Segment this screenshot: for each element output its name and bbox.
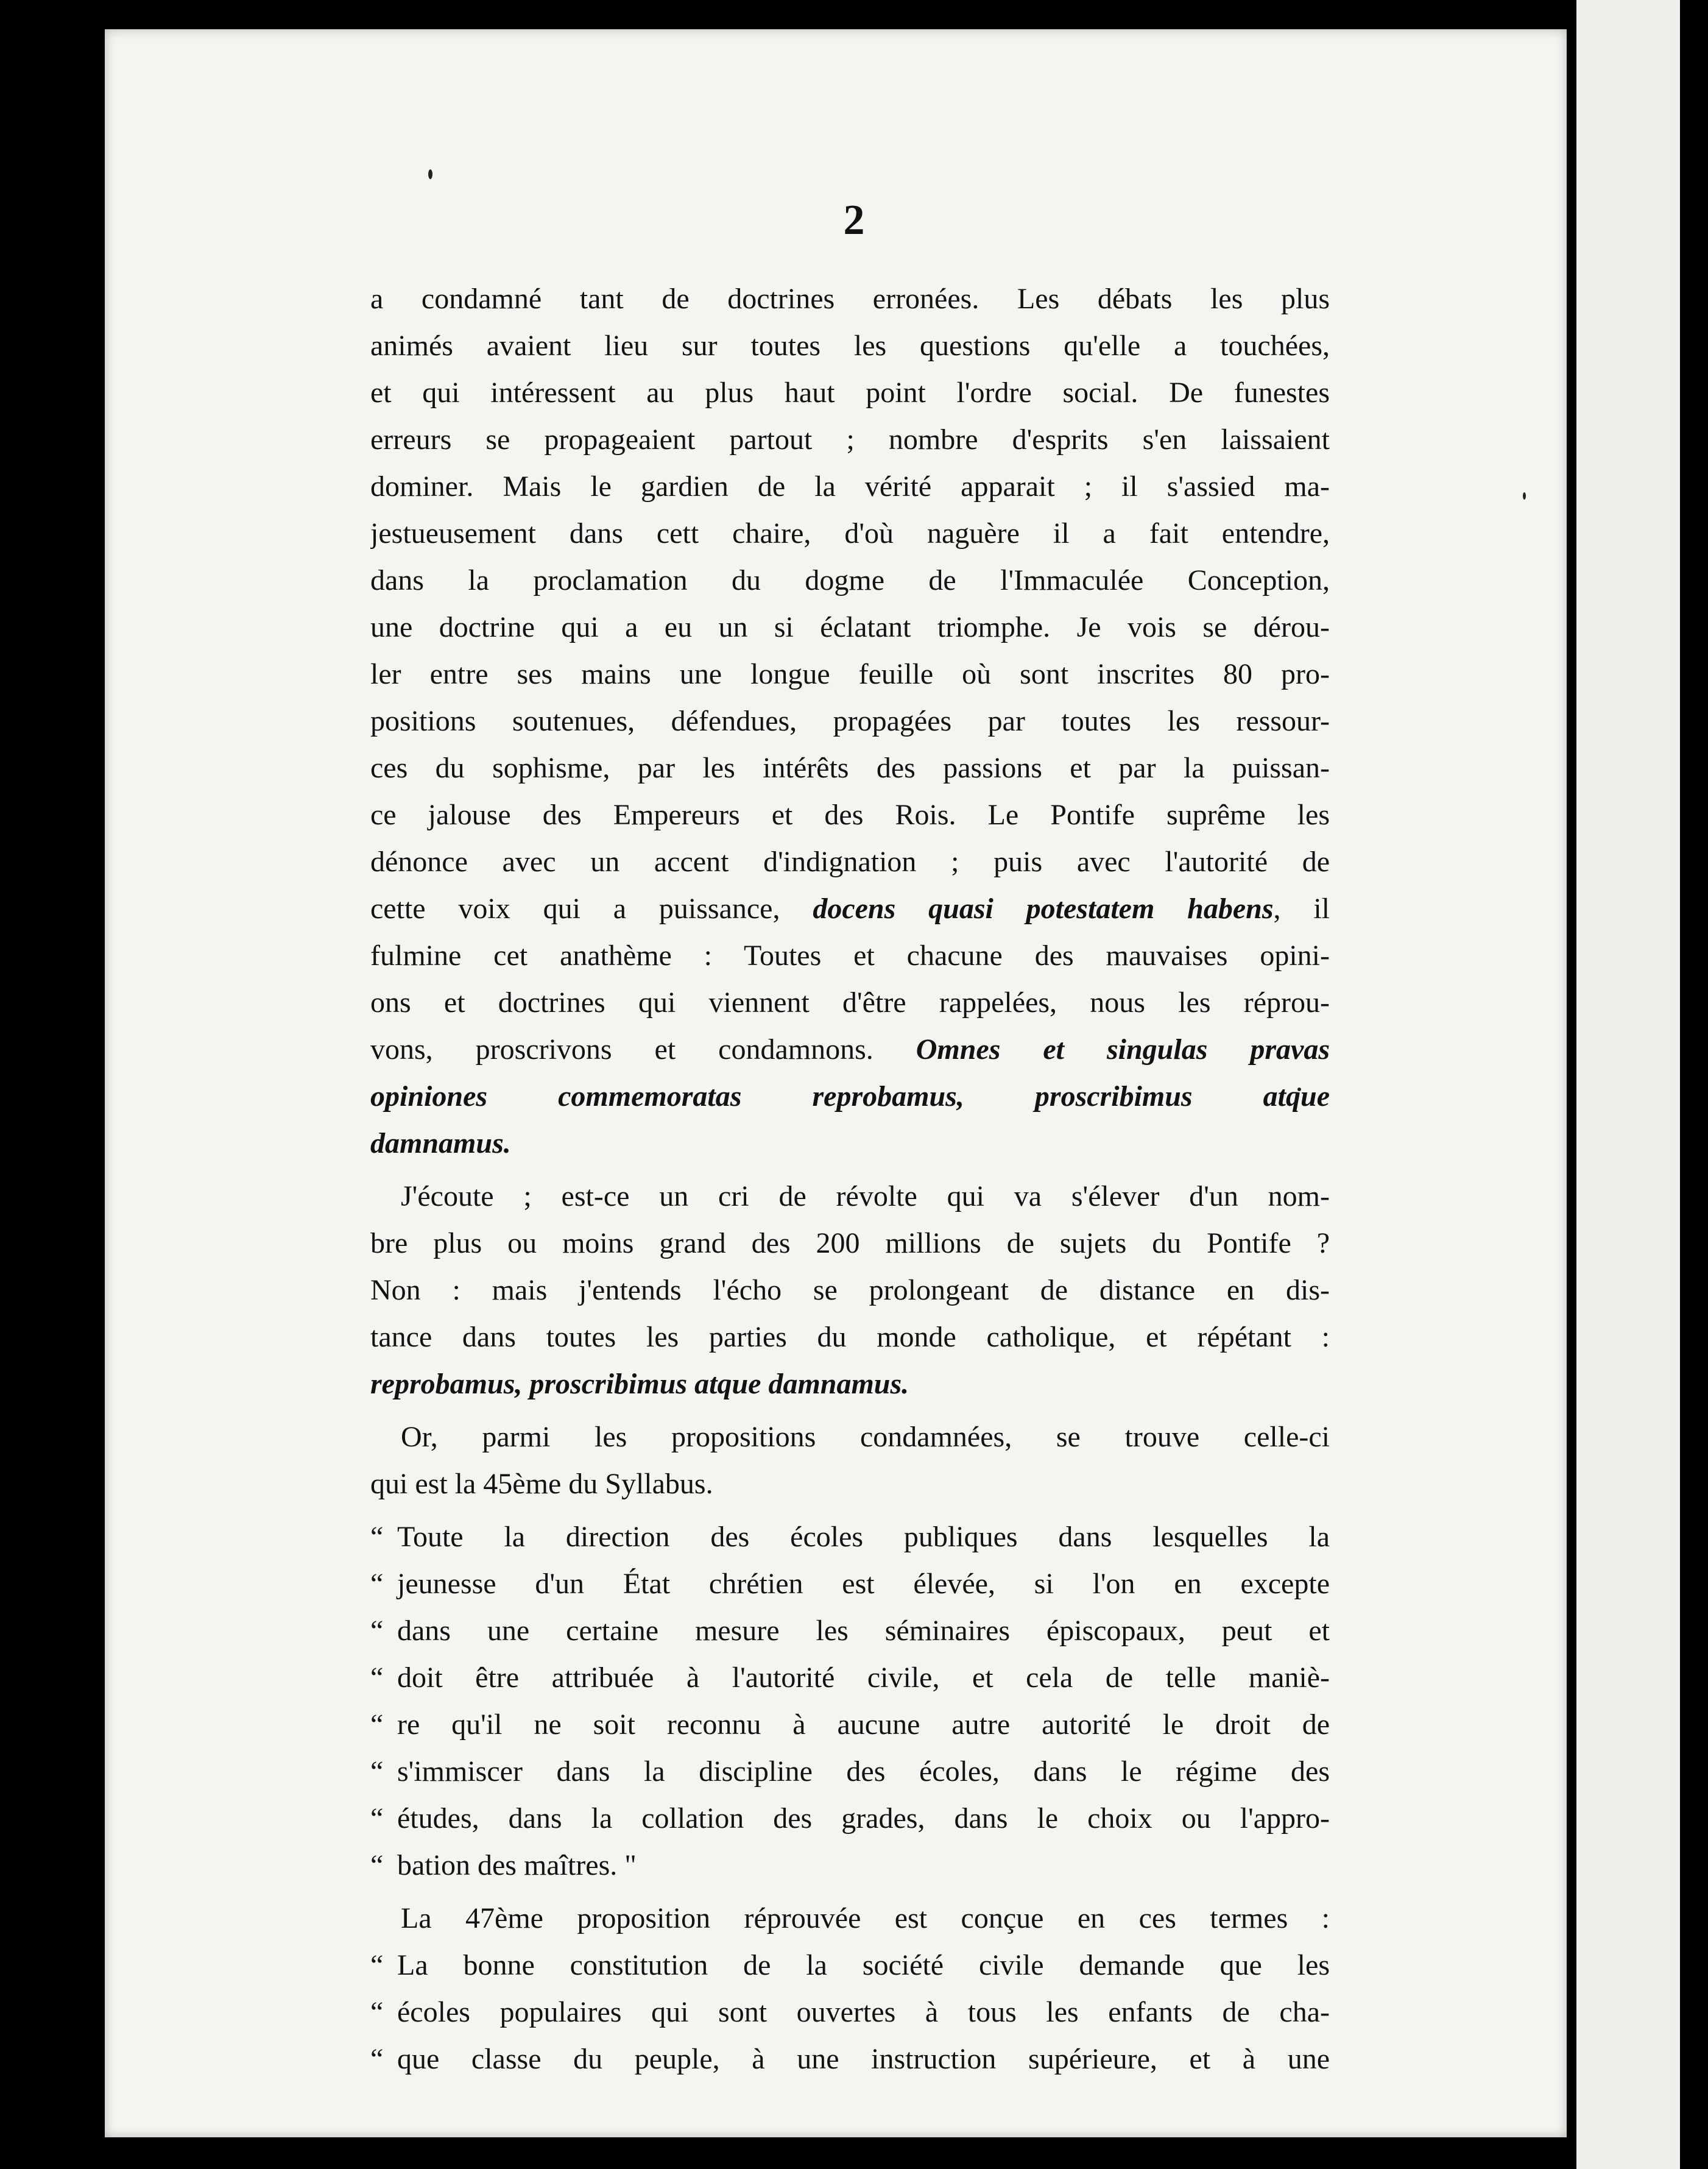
text-line: positions soutenues, défendues, propagées par toutes les ressour- <box>370 705 1330 737</box>
text-line: tance dans toutes les parties du monde catholique, et répétant : <box>370 1321 1330 1353</box>
body-text <box>370 275 1330 2082</box>
quoted-text: re qu'il ne soit reconnu à aucune autre autorité le droit de <box>397 1708 1330 1741</box>
quoted-line <box>370 1560 1330 1607</box>
text-line-with-latin: cette voix qui a puissance, docens quasi potestatem habens, il <box>370 893 1330 925</box>
quoted-text: jeunesse d'un État chrétien est élevée, si l'on en excepte <box>397 1568 1330 1600</box>
quote-mark: “ <box>370 1568 384 1600</box>
quote-mark: “ <box>370 1661 384 1694</box>
text-line: ce jalouse des Empereurs et des Rois. Le Pontife suprême les <box>370 799 1330 831</box>
quoted-line <box>370 1654 1330 1701</box>
text-line: ces du sophisme, par les intérêts des passions et par la puissan- <box>370 752 1330 784</box>
latin-phrase: docens quasi potestatem habens <box>813 893 1274 925</box>
quoted-text: La bonne constitution de la société civile demande que les <box>397 1949 1330 1981</box>
text-line: dominer. Mais le gardien de la vérité apparait ; il s'assied ma- <box>370 470 1330 503</box>
quoted-text: bation des maîtres. " <box>397 1849 637 1881</box>
quote-mark: “ <box>370 1615 384 1647</box>
quoted-line <box>370 1513 1330 1560</box>
adjacent-page-edge <box>1576 0 1680 2169</box>
text-line: jestueusement dans cett chaire, d'où naguère il a fait entendre, <box>370 517 1330 550</box>
quote-mark: “ <box>370 1849 384 1881</box>
quoted-line <box>370 1795 1330 1842</box>
text-line: ler entre ses mains une longue feuille où sont inscrites 80 pro- <box>370 658 1330 690</box>
quoted-text: écoles populaires qui sont ouvertes à tous les enfants de cha- <box>397 1996 1330 2028</box>
text-line: dénonce avec un accent d'indignation ; puis avec l'autorité de <box>370 846 1330 878</box>
text-line: ons et doctrines qui viennent d'être rappelées, nous les réprou- <box>370 986 1330 1019</box>
quoted-text: Toute la direction des écoles publiques dans lesquelles la <box>397 1521 1330 1553</box>
paragraph-start-line: J'écoute ; est-ce un cri de révolte qui va s'élever d'un nom- <box>401 1180 1330 1212</box>
text-line: animés avaient lieu sur toutes les questions qu'elle a touchées, <box>370 330 1330 362</box>
quoted-text: études, dans la collation des grades, dans le choix ou l'appro- <box>397 1802 1330 1835</box>
text-line: bre plus ou moins grand des 200 millions de sujets du Pontife ? <box>370 1227 1330 1259</box>
quoted-line <box>370 1842 1330 1889</box>
quote-mark: “ <box>370 1802 384 1835</box>
text-line: fulmine cet anathème : Toutes et chacune des mauvaises opini- <box>370 939 1330 972</box>
quoted-line <box>370 2036 1330 2082</box>
text-line: Non : mais j'entends l'écho se prolongeant de distance en dis- <box>370 1274 1330 1306</box>
latin-text-line: opiniones commemoratas reprobamus, proscribimus atque <box>370 1080 1330 1113</box>
text-line: qui est la 45ème du Syllabus. <box>370 1468 713 1500</box>
text-line: erreurs se propageaient partout ; nombre d'esprits s'en laissaient <box>370 423 1330 456</box>
quote-mark: “ <box>370 1996 384 2028</box>
latin-phrase: Omnes et singulas pravas <box>916 1033 1330 1066</box>
paragraph-start-line: Or, parmi les propositions condamnées, se trouve celle-ci <box>401 1421 1330 1453</box>
latin-text-line: damnamus. <box>370 1127 511 1159</box>
ink-speck <box>428 169 432 179</box>
quote-mark: “ <box>370 1708 384 1741</box>
text-line: dans la proclamation du dogme de l'Immaculée Conception, <box>370 564 1330 596</box>
quote-mark: “ <box>370 2043 384 2075</box>
paragraph-start-line: La 47ème proposition réprouvée est conçue en ces termes : <box>401 1902 1330 1934</box>
quoted-line <box>370 1748 1330 1795</box>
text-line: une doctrine qui a eu un si éclatant triomphe. Je vois se dérou- <box>370 611 1330 643</box>
page-number: 2 <box>843 197 865 244</box>
text-line: a condamné tant de doctrines erronées. Les débats les plus <box>370 283 1330 315</box>
quoted-text: dans une certaine mesure les séminaires épiscopaux, peut et <box>397 1615 1330 1647</box>
text-line-with-latin: vons, proscrivons et condamnons. Omnes et singulas pravas <box>370 1033 1330 1066</box>
quote-mark: “ <box>370 1755 384 1788</box>
quote-mark: “ <box>370 1521 384 1553</box>
quoted-text: s'immiscer dans la discipline des écoles, dans le régime des <box>397 1755 1330 1788</box>
quoted-text: que classe du peuple, à une instruction supérieure, et à une <box>397 2043 1330 2075</box>
quoted-line <box>370 1942 1330 1989</box>
quoted-line <box>370 1607 1330 1654</box>
ink-speck <box>1523 492 1526 500</box>
quoted-text: doit être attribuée à l'autorité civile, et cela de telle maniè- <box>397 1661 1330 1694</box>
quote-mark: “ <box>370 1949 384 1981</box>
quoted-line <box>370 1701 1330 1748</box>
text-line: et qui intéressent au plus haut point l'ordre social. De funestes <box>370 377 1330 409</box>
latin-text-line: reprobamus, proscribimus atque damnamus. <box>370 1368 909 1400</box>
quoted-line <box>370 1989 1330 2036</box>
